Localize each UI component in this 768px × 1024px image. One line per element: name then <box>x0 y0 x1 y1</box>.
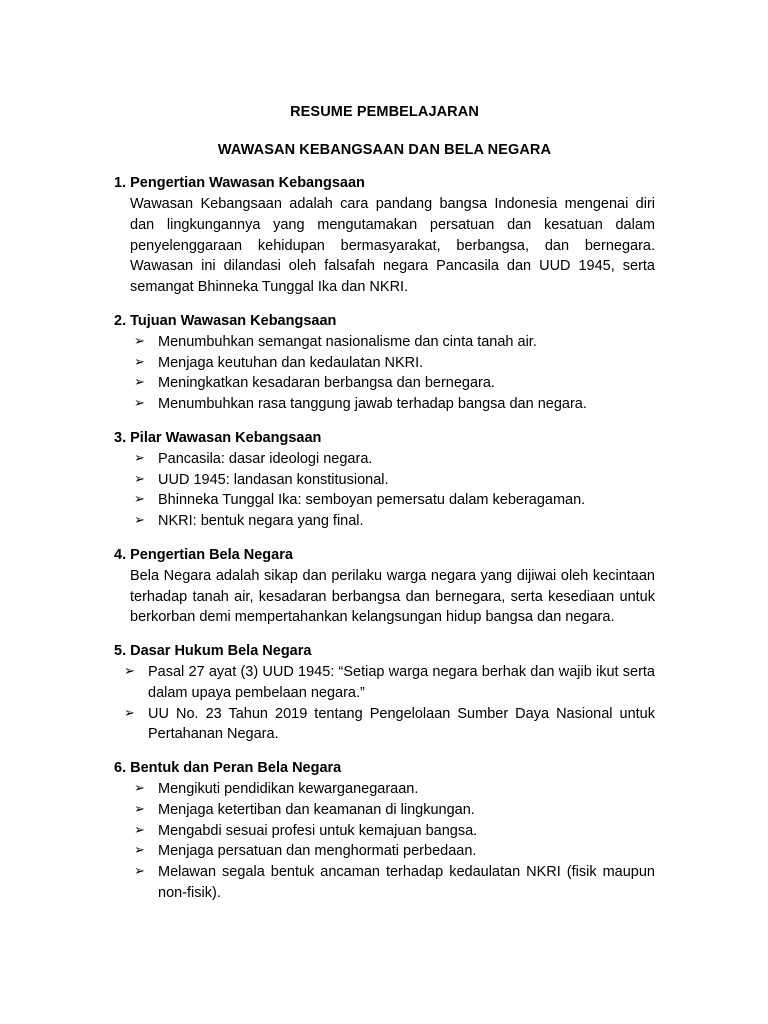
list-item-text: Menumbuhkan rasa tanggung jawab terhadap bangsa dan negara. <box>158 396 587 412</box>
list-item <box>114 353 655 374</box>
arrowhead-bullet-icon: ➢ <box>134 801 145 817</box>
list-item <box>114 800 655 821</box>
document-title: RESUME PEMBELAJARAN <box>290 104 479 120</box>
list-item-text: Meningkatkan kesadaran berbangsa dan bernegara. <box>158 375 495 392</box>
arrowhead-bullet-icon: ➢ <box>134 822 145 838</box>
list-item-text: Melawan segala bentuk ancaman terhadap kedaulatan NKRI (fisik maupun non-fisik). <box>158 864 655 901</box>
list-item <box>114 373 655 394</box>
list-item <box>114 841 655 862</box>
list-item-text: UU No. 23 Tahun 2019 tentang Pengelolaan Sumber Daya Nasional untuk Pertahanan Negara. <box>148 705 655 743</box>
arrowhead-bullet-icon: ➢ <box>134 492 145 508</box>
section-heading: 3. Pilar Wawasan Kebangsaan <box>114 429 322 446</box>
arrowhead-bullet-icon: ➢ <box>124 664 135 679</box>
list-item <box>114 862 655 904</box>
bullet-list <box>114 662 655 745</box>
bullet-list <box>114 779 655 904</box>
list-item-text: Menumbuhkan semangat nasionalisme dan cinta tanah air. <box>158 333 537 350</box>
list-item-text: Mengabdi sesuai profesi untuk kemajuan bangsa. <box>158 822 478 839</box>
arrowhead-bullet-icon: ➢ <box>134 781 145 796</box>
arrowhead-bullet-icon: ➢ <box>134 843 145 859</box>
arrowhead-bullet-icon: ➢ <box>134 354 145 370</box>
list-item <box>114 470 655 491</box>
list-item <box>114 511 655 532</box>
list-item-text: Pancasila: dasar ideologi negara. <box>158 450 373 467</box>
section-heading: 2. Tujuan Wawasan Kebangsaan <box>114 312 337 329</box>
document-subtitle: WAWASAN KEBANGSAAN DAN BELA NEGARA <box>217 142 552 158</box>
arrowhead-bullet-icon: ➢ <box>134 513 145 528</box>
section-pengertian-bela-negara <box>114 545 655 628</box>
list-item <box>114 394 655 415</box>
arrowhead-bullet-icon: ➢ <box>134 864 145 879</box>
section-heading: 5. Dasar Hukum Bela Negara <box>114 643 312 659</box>
section-tujuan-wawasan <box>114 311 655 415</box>
list-item <box>114 490 655 511</box>
arrowhead-bullet-icon: ➢ <box>134 471 145 487</box>
list-item <box>114 332 655 353</box>
section-heading: 1. Pengertian Wawasan Kebangsaan <box>114 175 365 191</box>
list-item-text: NKRI: bentuk negara yang final. <box>158 513 364 529</box>
arrowhead-bullet-icon: ➢ <box>134 333 145 349</box>
section-heading: 6. Bentuk dan Peran Bela Negara <box>114 760 342 776</box>
section-heading: 4. Pengertian Bela Negara <box>114 546 293 563</box>
list-item <box>114 821 655 842</box>
arrowhead-bullet-icon: ➢ <box>124 705 135 721</box>
list-item-text: Menjaga persatuan dan menghormati perbedaan. <box>158 843 477 860</box>
list-item <box>114 449 655 470</box>
list-item <box>114 704 655 746</box>
list-item-text: Bhinneka Tunggal Ika: semboyan pemersatu dalam keberagaman. <box>158 492 586 509</box>
section-pilar-wawasan <box>114 428 655 532</box>
bullet-list <box>114 332 655 415</box>
section-paragraph: Bela Negara adalah sikap dan perilaku warga negara yang dijiwai oleh kecintaan terhadap tanah air, kesadaran berbangsa dan bernegara, serta kesediaan untuk berkorban demi mempertahankan kelangsungan hidup bangsa dan negara. <box>130 567 655 626</box>
section-paragraph: Wawasan Kebangsaan adalah cara pandang bangsa Indonesia mengenai diri dan lingkungannya yang mengutamakan persatuan dan kesatuan dalam penyelenggaraan kehidupan bermasyarakat, berbangsa, dan bernegara. Wawasan ini dilandasi oleh falsafah negara Pancasila dan UUD 1945, serta semangat Bhinneka Tunggal Ika dan NKRI. <box>130 196 655 295</box>
document-page <box>114 98 655 904</box>
section-dasar-hukum <box>114 641 655 745</box>
list-item-text: UUD 1945: landasan konstitusional. <box>158 471 389 488</box>
section-bentuk-peran <box>114 758 655 904</box>
list-item <box>114 662 655 704</box>
bullet-list <box>114 449 655 532</box>
list-item-text: Mengikuti pendidikan kewarganegaraan. <box>158 781 419 797</box>
arrowhead-bullet-icon: ➢ <box>134 375 145 391</box>
arrowhead-bullet-icon: ➢ <box>134 396 145 411</box>
list-item-text: Pasal 27 ayat (3) UUD 1945: “Setiap warga negara berhak dan wajib ikut serta dalam upaya pembelaan negara.” <box>148 664 655 701</box>
list-item <box>114 779 655 800</box>
list-item-text: Menjaga ketertiban dan keamanan di lingkungan. <box>158 801 475 818</box>
section-pengertian-wawasan <box>114 173 655 298</box>
arrowhead-bullet-icon: ➢ <box>134 450 145 466</box>
list-item-text: Menjaga keutuhan dan kedaulatan NKRI. <box>158 354 424 371</box>
